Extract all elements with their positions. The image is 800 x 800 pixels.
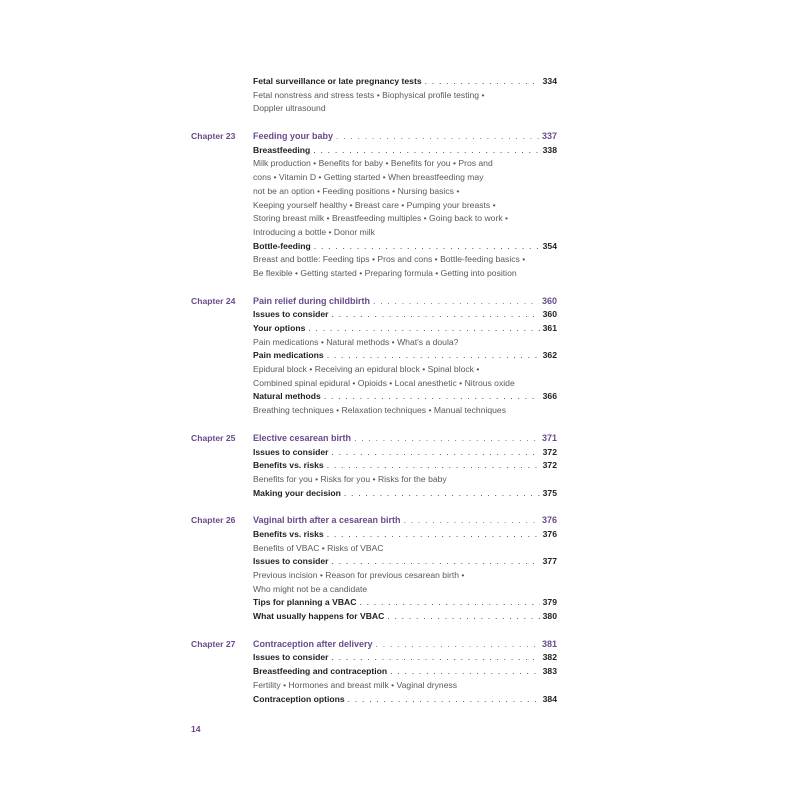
chapter-title: Elective cesarean birth: [253, 432, 352, 443]
toc-section-description: [191, 199, 557, 213]
chapter-number: Chapter 26: [191, 515, 236, 526]
page-number: 14: [191, 724, 201, 734]
section-page-number: 382: [542, 652, 557, 663]
toc-section-entry: [191, 651, 557, 665]
toc-section-description: [191, 363, 557, 377]
toc-line: [253, 102, 557, 116]
toc-section-entry: [191, 693, 557, 707]
dot-leader: [359, 596, 539, 610]
toc-line: [253, 665, 557, 679]
description-text: Fetal nonstress and stress tests • Biophysical profile testing •: [253, 89, 485, 100]
chapter-number: Chapter 24: [191, 295, 236, 306]
section-title: Contraception options: [253, 693, 345, 704]
section-title: Issues to consider: [253, 556, 329, 567]
toc-section-entry: [191, 446, 557, 460]
chapter-heading: [191, 295, 557, 309]
section-page-number: 383: [542, 666, 557, 677]
toc-line: [253, 89, 557, 103]
toc-section-description: [191, 185, 557, 199]
description-text: Be flexible • Getting started • Preparing formula • Getting into position: [253, 267, 517, 278]
chapter-title-line: [253, 295, 557, 309]
toc-section-description: [191, 377, 557, 391]
section-page-number: 361: [542, 323, 557, 333]
section-page-number: 372: [542, 460, 557, 471]
toc-line: [253, 459, 557, 473]
description-text: Keeping yourself healthy • Breast care • Pumping your breasts •: [253, 199, 496, 210]
dot-leader: [348, 693, 540, 707]
chapter-page-number: 371: [541, 432, 557, 443]
dot-leader: [308, 322, 539, 336]
dot-leader: [331, 555, 539, 569]
toc-line: [253, 487, 557, 501]
dot-leader: [404, 514, 539, 528]
toc-line: [253, 240, 557, 254]
toc-line: [253, 75, 557, 89]
section-page-number: 379: [542, 597, 557, 608]
toc-line: [253, 569, 557, 583]
chapter-block: [191, 514, 557, 624]
toc-section-entry: [191, 459, 557, 473]
dot-leader: [314, 240, 540, 254]
toc-line: [253, 610, 557, 624]
section-title: Your options: [253, 323, 306, 333]
toc-line: [253, 212, 557, 226]
dot-leader: [387, 610, 539, 624]
description-text: Doppler ultrasound: [253, 103, 326, 114]
description-text: Introducing a bottle • Donor milk: [253, 226, 375, 237]
toc-section-description: [191, 583, 557, 597]
toc-section-entry: [191, 596, 557, 610]
description-text: Breathing techniques • Relaxation techniques • Manual techniques: [253, 405, 507, 416]
toc-section-entry: [191, 610, 557, 624]
chapter-page-number: 381: [541, 638, 557, 649]
dot-leader: [336, 130, 539, 144]
section-title: What usually happens for VBAC: [253, 611, 385, 622]
dot-leader: [327, 459, 540, 473]
description-text: Previous incision • Reason for previous cesarean birth •: [253, 570, 465, 580]
chapter-title: Pain relief during childbirth: [253, 295, 371, 306]
section-page-number: 384: [542, 693, 557, 704]
dot-leader: [344, 487, 540, 501]
chapter-heading: [191, 130, 557, 144]
section-page-number: 377: [542, 556, 557, 567]
toc-line: [253, 583, 557, 597]
dot-leader: [331, 651, 539, 665]
description-text: Fertility • Hormones and breast milk • Vaginal dryness: [253, 679, 458, 690]
section-title: Benefits vs. risks: [253, 460, 324, 471]
section-page-number: 362: [542, 350, 557, 361]
toc-line: [253, 363, 557, 377]
toc-line: [253, 144, 557, 158]
toc-line: [253, 171, 557, 185]
chapter-block: [191, 130, 557, 281]
description-text: Combined spinal epidural • Opioids • Local anesthetic • Nitrous oxide: [253, 377, 515, 388]
description-text: Milk production • Benefits for baby • Benefits for you • Pros and: [253, 158, 493, 169]
toc-section-entry: [191, 528, 557, 542]
toc-line: [253, 336, 557, 350]
toc-section-description: [191, 473, 557, 487]
toc-section-entry: [191, 308, 557, 322]
chapter-title: Feeding your baby: [253, 131, 334, 142]
section-title: Benefits vs. risks: [253, 528, 324, 539]
toc-line: [253, 555, 557, 569]
chapter-page-number: 337: [541, 131, 557, 142]
toc-line: [253, 596, 557, 610]
chapter-title-line: [253, 130, 557, 144]
section-page-number: 334: [542, 76, 557, 86]
description-text: Benefits for you • Risks for you • Risks for the baby: [253, 473, 447, 484]
section-title: Natural methods: [253, 391, 321, 402]
toc-section-description: [191, 336, 557, 350]
section-title: Breastfeeding and contraception: [253, 666, 388, 677]
toc-line: [253, 390, 557, 404]
toc-line: [253, 542, 557, 556]
chapter-page-number: 376: [541, 515, 557, 526]
section-title: Breastfeeding: [253, 144, 311, 155]
section-title: Pain medications: [253, 350, 324, 361]
toc-line: [253, 253, 557, 267]
chapter-block: [191, 432, 557, 500]
section-page-number: 360: [542, 309, 557, 320]
toc-line: [253, 446, 557, 460]
section-page-number: 366: [542, 391, 557, 402]
dot-leader: [327, 528, 540, 542]
dot-leader: [354, 432, 539, 446]
chapter-number: Chapter 25: [191, 432, 236, 443]
chapter-page-number: 360: [541, 295, 557, 306]
toc-section-entry: [191, 487, 557, 501]
dot-leader: [331, 446, 539, 460]
chapter-number: Chapter 23: [191, 131, 236, 142]
toc-line: [253, 679, 557, 693]
chapter-title-line: [253, 432, 557, 446]
toc-line: [253, 528, 557, 542]
toc-section-entry: [191, 555, 557, 569]
toc-section-entry: [191, 322, 557, 336]
toc-line: [253, 473, 557, 487]
toc-section-entry: [191, 75, 557, 89]
toc-section-description: [191, 102, 557, 116]
toc-section-description: [191, 542, 557, 556]
description-text: Storing breast milk • Breastfeeding multiples • Going back to work •: [253, 213, 509, 224]
toc-section-entry: [191, 349, 557, 363]
toc-section-entry: [191, 390, 557, 404]
toc-line: [253, 651, 557, 665]
description-text: not be an option • Feeding positions • Nursing basics •: [253, 185, 460, 196]
dot-leader: [313, 144, 539, 158]
toc-section-description: [191, 267, 557, 281]
chapter-block: [191, 75, 557, 116]
toc-section-description: [191, 212, 557, 226]
toc-line: [253, 693, 557, 707]
toc-section-description: [191, 404, 557, 418]
chapter-title: Contraception after delivery: [253, 638, 373, 649]
chapter-title-line: [253, 514, 557, 528]
section-page-number: 338: [542, 144, 557, 155]
toc-line: [253, 322, 557, 336]
toc-section-entry: [191, 240, 557, 254]
toc-section-description: [191, 171, 557, 185]
dot-leader: [376, 638, 539, 652]
chapter-block: [191, 638, 557, 706]
toc-section-description: [191, 157, 557, 171]
toc-line: [253, 267, 557, 281]
toc-section-description: [191, 253, 557, 267]
section-title: Tips for planning a VBAC: [253, 597, 357, 608]
chapter-heading: [191, 514, 557, 528]
toc-section-entry: [191, 144, 557, 158]
toc-line: [253, 185, 557, 199]
toc-line: [253, 377, 557, 391]
toc-section-description: [191, 89, 557, 103]
section-title: Issues to consider: [253, 652, 329, 663]
table-of-contents: [191, 75, 557, 720]
chapter-title-line: [253, 638, 557, 652]
dot-leader: [373, 295, 539, 309]
section-page-number: 375: [542, 487, 557, 498]
description-text: Benefits of VBAC • Risks of VBAC: [253, 542, 384, 553]
section-title: Bottle-feeding: [253, 240, 311, 251]
dot-leader: [425, 75, 540, 89]
toc-section-description: [191, 569, 557, 583]
toc-line: [253, 349, 557, 363]
chapter-block: [191, 295, 557, 418]
section-page-number: 376: [542, 528, 557, 539]
description-text: cons • Vitamin D • Getting started • When breastfeeding may: [253, 172, 484, 183]
section-title: Making your decision: [253, 487, 341, 498]
toc-line: [253, 308, 557, 322]
toc-line: [253, 199, 557, 213]
description-text: Pain medications • Natural methods • What's a doula?: [253, 336, 459, 347]
section-page-number: 380: [542, 611, 557, 622]
section-title: Fetal surveillance or late pregnancy tests: [253, 76, 422, 86]
dot-leader: [327, 349, 540, 363]
toc-line: [253, 404, 557, 418]
toc-line: [253, 157, 557, 171]
chapter-title: Vaginal birth after a cesarean birth: [253, 515, 401, 526]
chapter-heading: [191, 638, 557, 652]
description-text: Epidural block • Receiving an epidural block • Spinal block •: [253, 364, 480, 375]
section-title: Issues to consider: [253, 446, 329, 457]
description-text: Who might not be a candidate: [253, 583, 368, 594]
dot-leader: [324, 390, 540, 404]
toc-section-entry: [191, 665, 557, 679]
section-page-number: 372: [542, 446, 557, 457]
chapter-heading: [191, 432, 557, 446]
toc-line: [253, 226, 557, 240]
toc-section-description: [191, 679, 557, 693]
chapter-number: Chapter 27: [191, 638, 236, 649]
dot-leader: [390, 665, 539, 679]
description-text: Breast and bottle: Feeding tips • Pros and cons • Bottle-feeding basics •: [253, 254, 526, 265]
toc-section-description: [191, 226, 557, 240]
dot-leader: [331, 308, 539, 322]
section-title: Issues to consider: [253, 309, 329, 320]
section-page-number: 354: [542, 240, 557, 251]
